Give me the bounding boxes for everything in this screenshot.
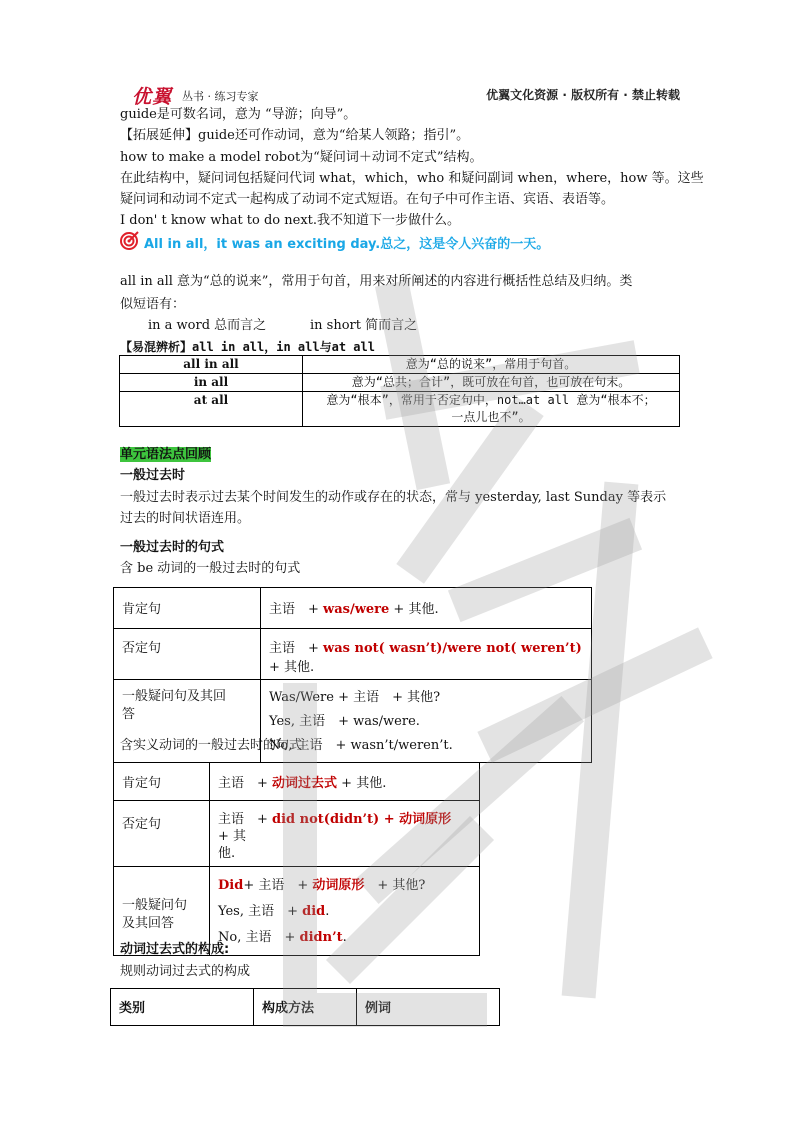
table-cell: in all [120, 374, 303, 392]
table-cell: 意为“总的说来”，常用于句首。 [303, 356, 680, 374]
table-cell: 肯定句 [114, 763, 210, 801]
table-row [114, 629, 592, 680]
unit-grammar-title: 单元语法点回顾 [120, 447, 212, 462]
table-row [114, 588, 592, 629]
text-line: 疑问词和动词不定式一起构成了动词不定式短语。在句子中可作主语、宾语、表语等。 [120, 192, 615, 207]
target-icon [120, 230, 140, 250]
text-line: all in all 意为“总的说来”，常用于句首，用来对所阐述的内容进行概括性总结及归纳。类 [120, 274, 633, 289]
action-verb-table [113, 762, 480, 956]
text-line: 过去的时间状语连用。 [120, 511, 251, 526]
phrase-in-short: in short 简而言之 [310, 318, 418, 333]
page-header [120, 82, 680, 106]
text-line: 似短语有： [120, 297, 186, 312]
compare-table [119, 355, 680, 427]
table-cell: 意为“总共；合计”，既可放在句首，也可放在句末。 [303, 374, 680, 392]
cell-line: 一点儿也不”。 [451, 410, 531, 424]
table-cell: Did+ 主语 + 动词原形 + 其他? Yes, 主语 + did. No, 主语 + didn’t. [210, 867, 480, 956]
text-line: 一般过去时表示过去某个时间发生的动作或存在的状态，常与 yesterday, last Sunday 等表示 [120, 490, 667, 505]
table-row [120, 356, 680, 374]
table-cell [303, 392, 680, 427]
table-header: 类别 [111, 989, 254, 1026]
table-row [120, 392, 680, 427]
table-row [114, 763, 480, 801]
table-cell: at all [120, 392, 303, 427]
text-line: how to make a model robot为“疑问词＋动词不定式”结构。 [120, 150, 483, 165]
caption: 规则动词过去式的构成 [120, 964, 251, 979]
pattern-title: 一般过去时的句式 [120, 540, 225, 555]
regular-verb-table [110, 988, 500, 1026]
text-line: I don' t know what to do next.我不知道下一步做什么。 [120, 213, 461, 228]
text-line: 【拓展延伸】guide还可作动词，意为“给某人领路；指引”。 [120, 128, 470, 143]
table-cell: 否定句 [114, 629, 261, 680]
table-row [114, 801, 480, 867]
table-cell: 一般疑问句及其回 答 [114, 680, 261, 763]
form-title: 动词过去式的构成: [120, 942, 230, 957]
brand-logo: 优翼 [132, 86, 173, 108]
brand-subtitle: 丛书 · 练习专家 [182, 90, 259, 103]
table-cell: Was/Were + 主语 + 其他? Yes, 主语 + was/were. No, 主语 + wasn’t/weren’t. [261, 680, 592, 763]
table-cell: 主语 + was not( wasn’t)/were not( weren’t) + 其他. [261, 629, 592, 680]
table-cell: 一般疑问句 及其回答 [114, 867, 210, 956]
table-cell: 主语 + was/were + 其他. [261, 588, 592, 629]
table-cell: 肯定句 [114, 588, 261, 629]
table-header: 构成方法 [254, 989, 357, 1026]
table-header: 例词 [357, 989, 500, 1026]
caption: 含 be 动词的一般过去时的句式 [120, 561, 301, 576]
phrase-in-a-word: in a word 总而言之 [148, 318, 267, 333]
text-line: guide是可数名词，意为 “导游；向导”。 [120, 107, 357, 122]
table-row [111, 989, 500, 1026]
past-tense-title: 一般过去时 [120, 468, 186, 483]
table-cell: 主语 + did not(didn’t) + 动词原形 + 其 他. [210, 801, 480, 867]
key-sentence: All in all，it was an exciting day.总之，这是令人兴奋的一天。 [144, 237, 550, 252]
table-cell: all in all [120, 356, 303, 374]
section-label: 【易混辨析】all in all，in all与at all [120, 340, 375, 354]
copyright-notice: 优翼文化资源 · 版权所有 · 禁止转载 [486, 88, 680, 102]
table-cell: 主语 + 动词过去式 + 其他. [210, 763, 480, 801]
cell-line: 意为“根本”，常用于否定句中，not…at all 意为“根本不； [326, 393, 656, 407]
table-row [120, 374, 680, 392]
table-cell: 否定句 [114, 801, 210, 867]
caption: 含实义动词的一般过去时的句式 [120, 738, 303, 753]
text-line: 在此结构中，疑问词包括疑问代词 what，which，who 和疑问副词 when，where，how 等。这些 [120, 171, 704, 186]
